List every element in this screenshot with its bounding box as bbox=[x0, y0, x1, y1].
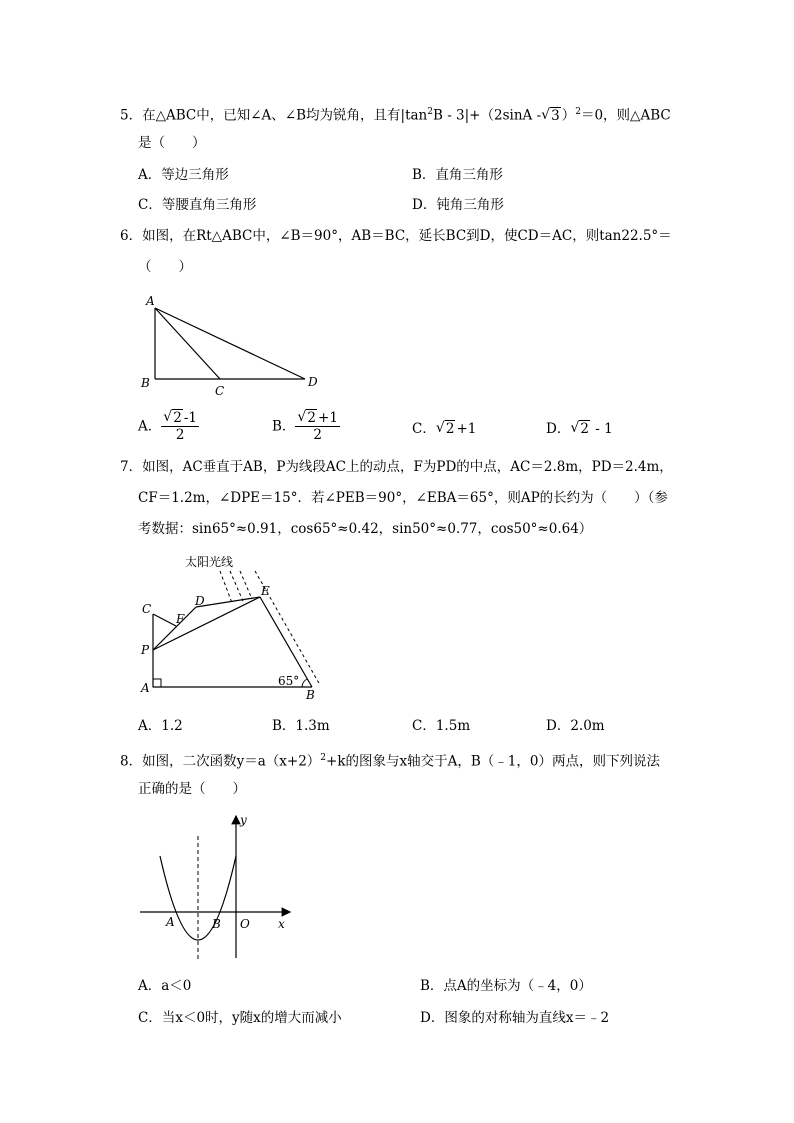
q7-option-d[interactable]: D．2.0m bbox=[546, 718, 605, 734]
q7-number: 7． bbox=[120, 459, 143, 475]
q7-label-d: D bbox=[195, 594, 205, 608]
q8-option-a[interactable]: A．a＜0 bbox=[138, 978, 192, 994]
q7-label-b: B bbox=[306, 688, 315, 702]
q7-label-a: A bbox=[141, 681, 150, 695]
q8-label-y: y bbox=[240, 813, 247, 827]
q8-stem-line1: 8．如图，二次函数$y=a(x+2)^2+k$的图象与x轴交于A，B（﹣1，0）两点，则下列说法 bbox=[120, 753, 660, 770]
q6-label-d: D bbox=[308, 375, 318, 389]
q6-number: 6． bbox=[120, 228, 143, 244]
q7-label-e: E bbox=[261, 584, 270, 598]
fraction-a: √ $\frac{2 -1}{2}$ bbox=[161, 410, 199, 443]
q5-option-d[interactable]: D．钝角三角形 bbox=[412, 197, 504, 213]
q7-option-b[interactable]: B．1.3m bbox=[272, 718, 330, 734]
q7-stem-line2: CF＝1.2m，∠DPE＝15°．若∠PEB＝90°，∠EBA＝65°，则AP的长约为（ ）（参 bbox=[138, 490, 668, 506]
q8-option-c[interactable]: C．当x＜0时，y随x的增大而减小 bbox=[138, 1010, 342, 1026]
q6-option-a[interactable]: A． √ $\frac{2 -1}{2}$ bbox=[138, 410, 199, 443]
q5-option-c[interactable]: C．等腰直角三角形 bbox=[138, 197, 257, 213]
sqrt-3: √ 3 bbox=[541, 107, 561, 125]
q8-label-b: B bbox=[212, 917, 221, 931]
q8-label-o: O bbox=[240, 917, 250, 931]
q6-option-b[interactable]: B． √ $\frac{2 +1}{2}$ bbox=[272, 410, 340, 443]
q8-label-x: x bbox=[278, 917, 285, 931]
q6-label-b: B bbox=[141, 376, 150, 390]
q7-option-c[interactable]: C．1.5m bbox=[412, 718, 471, 734]
q6-option-c[interactable]: C．√ 2 +1 bbox=[412, 420, 476, 438]
q7-stem-line1: 7．如图，AC垂直于AB，P为线段AC上的动点，F为PD的中点，AC＝2.8m，PD＝2.4m， bbox=[120, 459, 673, 475]
q5-option-b[interactable]: B．直角三角形 bbox=[412, 167, 503, 183]
q7-label-sun: 太阳光线 bbox=[185, 555, 234, 569]
q7-label-f: F bbox=[176, 612, 185, 626]
q7-stem-line3: 考数据：sin65°≈0.91，cos65°≈0.42，sin50°≈0.77，cos50°≈0.64） bbox=[138, 521, 593, 537]
q7-label-angle: 65° bbox=[278, 674, 300, 688]
q8-label-a: A bbox=[166, 915, 175, 929]
q7-label-c: C bbox=[142, 602, 152, 616]
q6-label-a: A bbox=[146, 294, 155, 308]
q7-option-a[interactable]: A．1.2 bbox=[138, 718, 183, 734]
q6-stem-line1: 6．如图，在Rt△ABC中，∠B＝90°，AB＝BC，延长BC到D，使CD＝AC，则tan22.5°＝ bbox=[120, 228, 672, 244]
q5-option-a[interactable]: A．等边三角形 bbox=[138, 167, 229, 183]
q5-number: 5． bbox=[120, 107, 143, 124]
q8-option-d[interactable]: D．图象的对称轴为直线x＝﹣2 bbox=[420, 1010, 610, 1026]
q6-stem-line2: （ ） bbox=[138, 259, 192, 275]
q5-stem-line1: 5．在△ABC中，已知∠A、∠B均为锐角，且有$|\tan^2B - 3|+(2\sin A$ -√ 3 ）$^2$＝0，则△ABC bbox=[120, 103, 671, 125]
q6-label-c: C bbox=[215, 384, 225, 398]
q7-label-p: P bbox=[141, 643, 150, 657]
q8-stem-line2: 正确的是（ ） bbox=[138, 781, 246, 797]
q8-number: 8． bbox=[120, 753, 143, 770]
q8-option-b[interactable]: B．点A的坐标为（﹣4，0） bbox=[420, 978, 592, 994]
q5-stem-line2: 是（ ） bbox=[138, 135, 206, 151]
fraction-b: √ $\frac{2 +1}{2}$ bbox=[295, 410, 340, 443]
q6-option-d[interactable]: D．√ 2 - 1 bbox=[546, 420, 613, 438]
